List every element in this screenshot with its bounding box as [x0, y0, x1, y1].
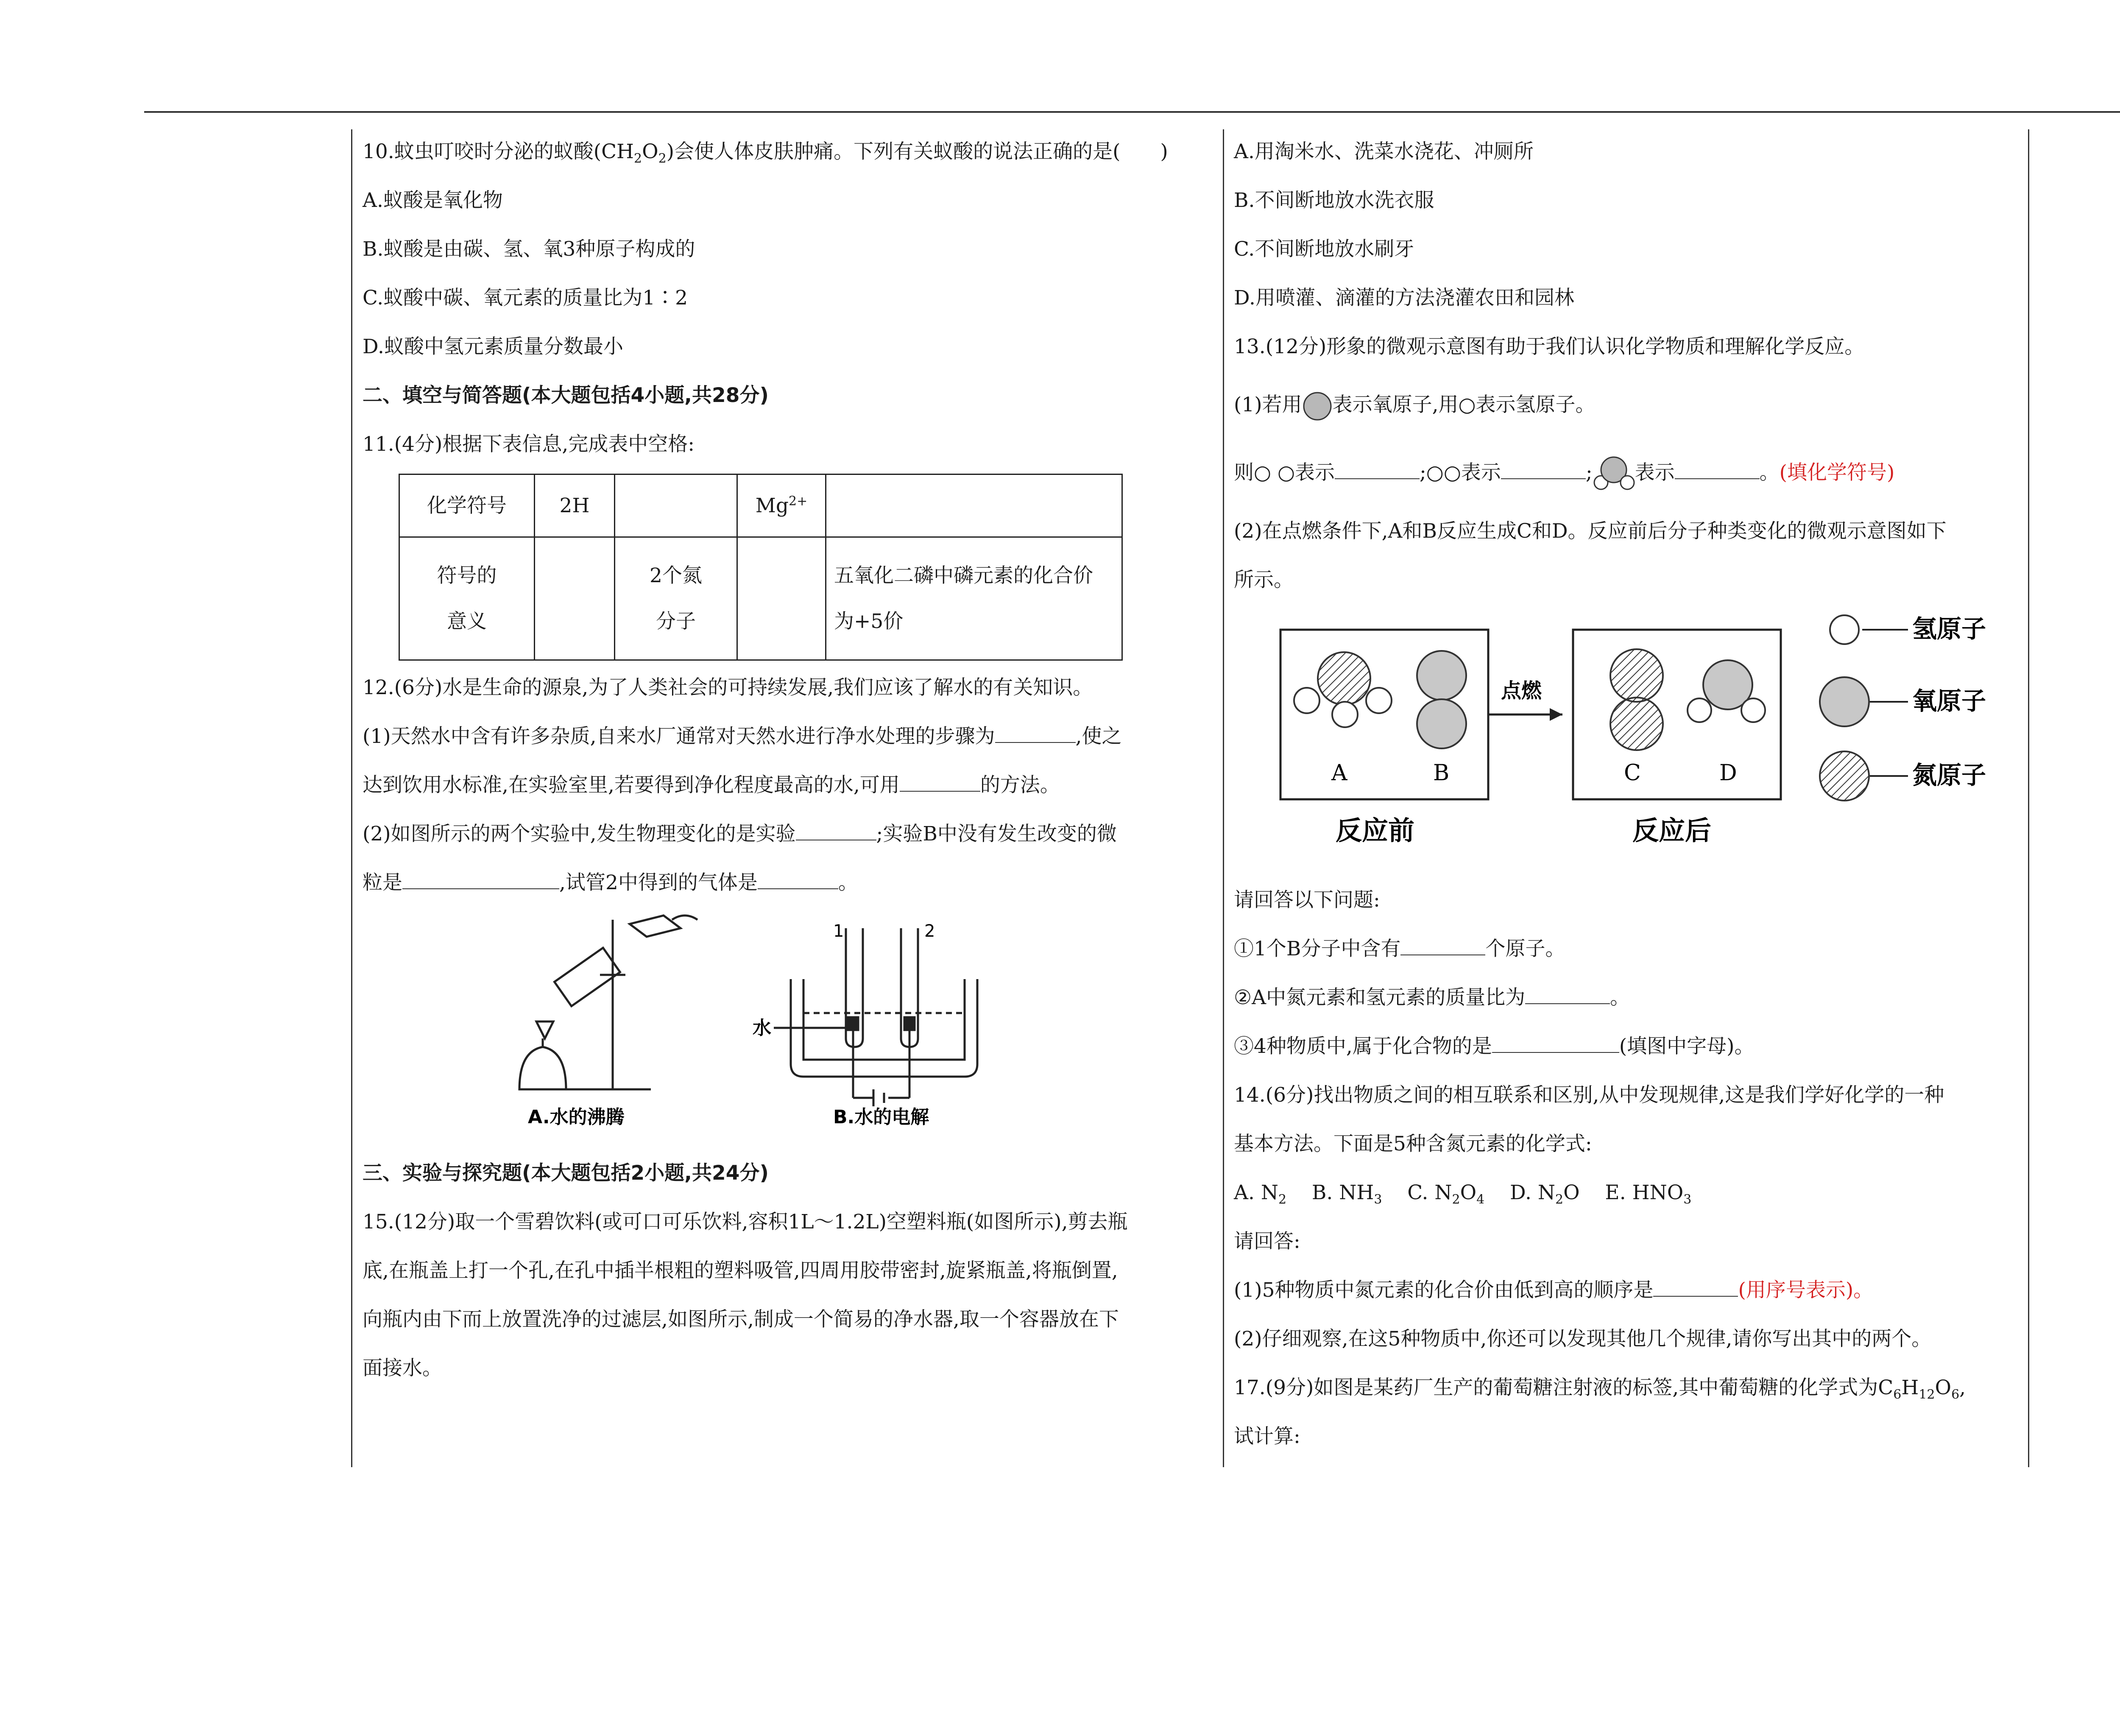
q14-line-2: 基本方法。下面是5种含氮元素的化学式: — [1234, 1132, 1592, 1155]
q14-ask: 请回答: — [1234, 1230, 1300, 1253]
q12-option-c: C.不间断地放水刷牙 — [1234, 237, 1414, 261]
q13-part-2-line-1: (2)在点燃条件下,A和B反应生成C和D。反应前后分子种类变化的微观示意图如下 — [1234, 519, 1947, 543]
table-cell — [826, 474, 1122, 537]
q15-line-1: 15.(12分)取一个雪碧饮料(或可口可乐饮料,容积1L～1.2L)空塑料瓶(如图所示),剪去瓶 — [363, 1210, 1128, 1234]
table-cell — [737, 537, 826, 660]
ignite-label: 点燃 — [1501, 679, 1542, 703]
q12-option-b: B.不间断地放水洗衣服 — [1234, 189, 1434, 212]
q14-formulas: A. $N_2$ B. $NH_3$ C. $N_2O_4$ D. $N_2O$ E. $HNO_3$ — [1234, 1181, 1692, 1207]
q13-sub-1: ①1个B分子中含有 个原子。 — [1234, 937, 1565, 960]
table-header-meaning: 符号的 意义 — [399, 537, 535, 660]
q12-line-4: (2)如图所示的两个实验中,发生物理变化的是实验 ;实验B中没有发生改变的微 — [363, 822, 1117, 846]
right-column-border — [2028, 129, 2029, 1467]
right-column — [1234, 127, 2022, 1461]
oxygen-atom-icon — [1302, 391, 1333, 421]
answer-blank[interactable] — [900, 774, 980, 792]
q13-ask: 请回答以下问题: — [1234, 888, 1380, 912]
figure-b-caption: B.水的电解 — [833, 1106, 929, 1128]
q14-part-1: (1)5种物质中氮元素的化合价由低到高的顺序是 (用序号表示)。 — [1234, 1278, 1874, 1302]
answer-blank[interactable] — [1653, 1279, 1738, 1297]
q12-option-d: D.用喷灌、滴灌的方法浇灌农田和园林 — [1234, 286, 1574, 310]
tube-2-label: 2 — [924, 921, 935, 941]
answer-blank[interactable] — [995, 725, 1076, 743]
answer-blank[interactable] — [1675, 461, 1760, 479]
center-column-divider — [1223, 129, 1224, 1467]
table-cell — [615, 474, 737, 537]
label-c: C — [1624, 760, 1641, 786]
legend-oxygen: 氧原子 — [1912, 687, 1986, 715]
q12-line-2: (1)天然水中含有许多杂质,自来水厂通常对天然水进行净水处理的步骤为 ,使之 — [363, 725, 1122, 748]
label-b: B — [1433, 760, 1450, 786]
q12-line-1: 12.(6分)水是生命的源泉,为了人类社会的可持续发展,我们应该了解水的有关知识。 — [363, 676, 1093, 699]
legend-nitrogen: 氮原子 — [1912, 761, 1986, 790]
water-label: 水 — [753, 1017, 771, 1039]
q17-line-2: 试计算: — [1234, 1425, 1300, 1448]
electrolysis-apparatus — [774, 928, 977, 1106]
q11-table — [399, 474, 1123, 661]
q14-part-2: (2)仔细观察,在这5种物质中,你还可以发现其他几个规律,请你写出其中的两个。 — [1234, 1327, 1932, 1351]
answer-blank[interactable] — [1501, 461, 1586, 479]
section-2-heading: 二、填空与简答题(本大题包括4小题,共28分) — [363, 384, 769, 407]
q12-line-5: 粒是 ,试管2中得到的气体是 。 — [363, 871, 858, 894]
q10-option-b: B.蚁酸是由碳、氢、氧3种原子构成的 — [363, 237, 695, 261]
answer-blank[interactable] — [1335, 461, 1420, 479]
left-column-border — [351, 129, 352, 1467]
q12-line-3: 达到饮用水标准,在实验室里,若要得到净化程度最高的水,可用 的方法。 — [363, 773, 1060, 797]
answer-blank[interactable] — [1492, 1035, 1619, 1053]
q10-option-c: C.蚁酸中碳、氧元素的质量比为1∶2 — [363, 286, 688, 310]
section-3-heading: 三、实验与探究题(本大题包括2小题,共24分) — [363, 1161, 769, 1185]
top-rule — [144, 111, 2120, 113]
q17-line-1: 17.(9分)如图是某药厂生产的葡萄糖注射液的标签,其中葡萄糖的化学式为$C_6H_{12}O_6$, — [1234, 1376, 1966, 1402]
q10-option-d: D.蚁酸中氢元素质量分数最小 — [363, 335, 623, 358]
q13-part-1: (1)若用 表示氧原子,用○表示氢原子。 — [1234, 371, 2022, 439]
q15-line-2: 底,在瓶盖上打一个孔,在孔中插半根粗的塑料吸管,四周用胶带密封,旋紧瓶盖,将瓶倒置, — [363, 1259, 1118, 1282]
answer-blank[interactable] — [758, 871, 838, 889]
legend-hydrogen: 氢原子 — [1912, 614, 1986, 643]
answer-blank[interactable] — [402, 871, 559, 889]
water-experiments-figure — [460, 911, 1181, 1149]
answer-blank[interactable] — [1400, 938, 1485, 955]
table-cell — [535, 537, 615, 660]
table-header-symbol: 化学符号 — [399, 474, 535, 537]
table-cell: 五氧化二磷中磷元素的化合价 为+5价 — [826, 537, 1122, 660]
table-cell: 2H — [535, 474, 615, 537]
q13-part-1-answers: 则○ ○表示 ;○○表示 ; 表示 。(填化学符号) — [1234, 439, 2022, 507]
water-molecule-icon — [1593, 453, 1635, 495]
q10-option-a: A.蚁酸是氧化物 — [363, 189, 503, 212]
tube-1-label: 1 — [833, 921, 844, 941]
q13-part-2-line-2: 所示。 — [1234, 568, 1294, 592]
q15-line-4: 面接水。 — [363, 1356, 442, 1380]
left-column — [363, 127, 1215, 1393]
q13-stem: 13.(12分)形象的微观示意图有助于我们认识化学物质和理解化学反应。 — [1234, 335, 1865, 358]
table-cell: 2个氮 分子 — [615, 537, 737, 660]
label-d: D — [1719, 760, 1737, 786]
answer-blank[interactable] — [1525, 986, 1610, 1004]
q13-sub-3: ③4种物质中,属于化合物的是 (填图中字母)。 — [1234, 1035, 1755, 1058]
q10-stem: 10.蚊虫叮咬时分泌的蚁酸$(CH_2O_2)$会使人体皮肤肿痛。下列有关蚁酸的说法正确的是( ) — [363, 140, 1168, 166]
answer-blank[interactable] — [796, 823, 876, 840]
q11-stem: 11.(4分)根据下表信息,完成表中空格: — [363, 433, 695, 456]
after-caption: 反应后 — [1632, 815, 1712, 846]
legend — [1820, 614, 1986, 801]
label-a: A — [1331, 760, 1347, 786]
reaction-micro-diagram — [1234, 613, 2018, 876]
q12-option-a: A.用淘米水、洗菜水浇花、冲厕所 — [1234, 140, 1534, 163]
boiling-apparatus — [519, 915, 697, 1089]
q13-sub-2: ②A中氮元素和氢元素的质量比为 。 — [1234, 986, 1630, 1009]
q14-line-1: 14.(6分)找出物质之间的相互联系和区别,从中发现规律,这是我们学好化学的一种 — [1234, 1083, 1944, 1107]
figure-a-caption: A.水的沸腾 — [528, 1106, 625, 1128]
before-caption: 反应前 — [1336, 815, 1415, 846]
table-cell: $Mg^{2+}$ — [737, 474, 826, 537]
q15-line-3: 向瓶内由下而上放置洗净的过滤层,如图所示,制成一个简易的净水器,取一个容器放在下 — [363, 1308, 1119, 1331]
